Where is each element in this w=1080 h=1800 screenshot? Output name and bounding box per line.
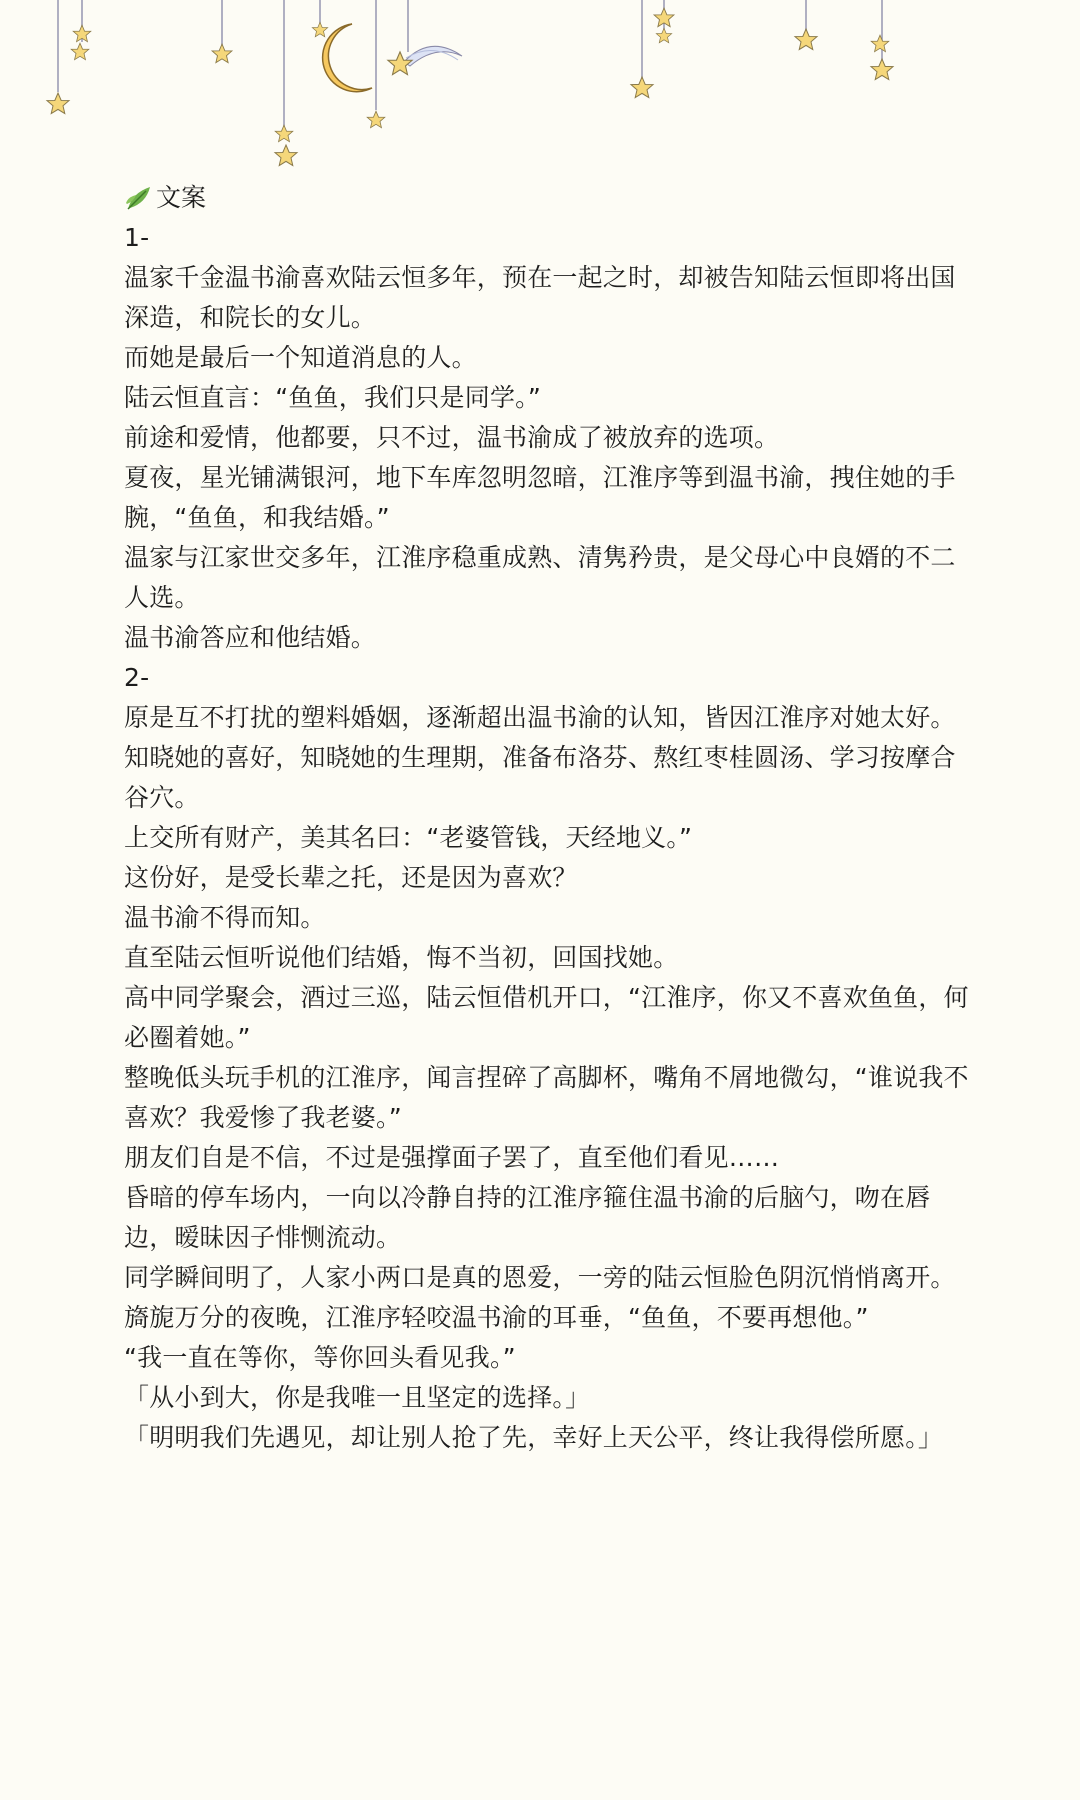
paragraph: 夏夜，星光铺满银河，地下车库忽明忽暗，江淮序等到温书渝，拽住她的手腕，“鱼鱼，和我结婚。” <box>124 463 956 532</box>
section-heading <box>124 178 969 218</box>
star-icon <box>212 44 232 63</box>
section-title: 文案 <box>156 183 207 212</box>
paragraph: 陆云恒直言：“鱼鱼，我们只是同学。” <box>124 383 542 412</box>
paragraph: 而她是最后一个知道消息的人。 <box>124 343 477 372</box>
paragraph: 1- <box>124 223 150 252</box>
star-icon <box>312 22 327 36</box>
paragraph: 朋友们自是不信，不过是强撑面子罢了，直至他们看见…… <box>124 1143 780 1172</box>
paragraph: 温家千金温书渝喜欢陆云恒多年，预在一起之时，却被告知陆云恒即将出国深造，和院长的女儿。 <box>124 263 956 332</box>
paragraph: “我一直在等你，等你回头看见我。” <box>124 1343 516 1372</box>
shooting-star-icon <box>388 46 462 74</box>
paragraph: 旖旎万分的夜晚，江淮序轻咬温书渝的耳垂，“鱼鱼，不要再想他。” <box>124 1303 869 1332</box>
paragraph: 这份好，是受长辈之托，还是因为喜欢？ <box>124 863 578 892</box>
paragraph: 高中同学聚会，酒过三巡，陆云恒借机开口，“江淮序，你又不喜欢鱼鱼，何必圈着她。” <box>124 983 969 1052</box>
star-icon <box>275 145 297 166</box>
star-icon <box>275 125 293 141</box>
paragraph: 「明明我们先遇见，却让别人抢了先，幸好上天公平，终让我得偿所愿。」 <box>124 1423 944 1452</box>
paragraph: 同学瞬间明了，人家小两口是真的恩爱，一旁的陆云恒脸色阴沉悄悄离开。 <box>124 1263 956 1292</box>
moon-icon <box>323 24 372 92</box>
star-icon <box>631 77 653 98</box>
paragraph: 2- <box>124 663 150 692</box>
paragraph: 前途和爱情，他都要，只不过，温书渝成了被放弃的选项。 <box>124 423 780 452</box>
document-content <box>124 178 969 1458</box>
star-icon <box>795 29 817 50</box>
paragraph: 上交所有财产，美其名曰：“老婆管钱，天经地义。” <box>124 823 693 852</box>
star-icon <box>71 43 89 59</box>
paragraph: 温书渝不得而知。 <box>124 903 326 932</box>
paragraph: 整晚低头玩手机的江淮序，闻言捏碎了高脚杯，嘴角不屑地微勾，“谁说我不喜欢？我爱惨了我老婆。” <box>124 1063 969 1132</box>
star-icon <box>871 59 893 80</box>
leaf-icon <box>124 183 154 213</box>
star-icon <box>871 35 889 51</box>
paragraph: 温书渝答应和他结婚。 <box>124 623 377 652</box>
paragraph: 「从小到大，你是我唯一且坚定的选择。」 <box>124 1383 591 1412</box>
star-icon <box>656 28 671 42</box>
paragraph: 原是互不打扰的塑料婚姻，逐渐超出温书渝的认知，皆因江淮序对她太好。 <box>124 703 956 732</box>
hanging-stars-decoration <box>0 0 1080 175</box>
paragraph: 直至陆云恒听说他们结婚，悔不当初，回国找她。 <box>124 943 679 972</box>
paragraph: 知晓她的喜好，知晓她的生理期，准备布洛芬、熬红枣桂圆汤、学习按摩合谷穴。 <box>124 743 956 812</box>
paragraph: 昏暗的停车场内，一向以冷静自持的江淮序箍住温书渝的后脑勺，吻在唇边，暧昧因子悱恻流动。 <box>124 1183 931 1252</box>
star-icon <box>47 93 69 114</box>
paragraph: 温家与江家世交多年，江淮序稳重成熟、清隽矜贵，是父母心中良婿的不二人选。 <box>124 543 956 612</box>
star-icon <box>367 111 385 127</box>
